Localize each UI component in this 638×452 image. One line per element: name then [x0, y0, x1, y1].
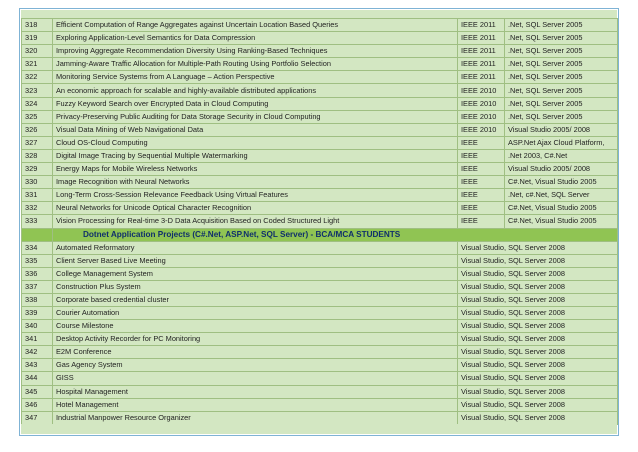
project-number: 336 — [22, 267, 53, 280]
project-technology: .Net, SQL Server 2005 — [505, 58, 618, 71]
project-technology: Visual Studio, SQL Server 2008 — [458, 385, 618, 398]
project-number: 340 — [22, 320, 53, 333]
table-top-strip — [21, 10, 617, 18]
table-row — [22, 215, 618, 228]
table-row — [22, 45, 618, 58]
project-technology: C#.Net, Visual Studio 2005 — [505, 202, 618, 215]
project-source: IEEE — [458, 215, 505, 228]
project-title: Course Milestone — [53, 320, 458, 333]
table-row — [22, 372, 618, 385]
project-source: IEEE — [458, 189, 505, 202]
project-number: 344 — [22, 372, 53, 385]
table-row — [22, 385, 618, 398]
project-title: Visual Data Mining of Web Navigational Data — [53, 123, 458, 136]
project-title: Corporate based credential cluster — [53, 293, 458, 306]
table-row — [22, 71, 618, 84]
project-title: Hospital Management — [53, 385, 458, 398]
project-number: 323 — [22, 84, 53, 97]
table-row — [22, 320, 618, 333]
project-number: 318 — [22, 19, 53, 32]
project-technology: C#.Net, Visual Studio 2005 — [505, 215, 618, 228]
project-number: 325 — [22, 110, 53, 123]
project-title: Improving Aggregate Recommendation Diversity Using Ranking-Based Techniques — [53, 45, 458, 58]
project-title: GISS — [53, 372, 458, 385]
table-row — [22, 241, 618, 254]
table-row — [22, 163, 618, 176]
project-title: An economic approach for scalable and highly-available distributed applications — [53, 84, 458, 97]
table-row — [22, 359, 618, 372]
project-number: 328 — [22, 149, 53, 162]
project-number: 339 — [22, 306, 53, 319]
project-technology: .Net, SQL Server 2005 — [505, 97, 618, 110]
project-technology: .Net, SQL Server 2005 — [505, 19, 618, 32]
project-number: 320 — [22, 45, 53, 58]
project-number: 327 — [22, 136, 53, 149]
project-number: 337 — [22, 280, 53, 293]
project-technology: .Net, SQL Server 2005 — [505, 84, 618, 97]
project-technology: Visual Studio, SQL Server 2008 — [458, 280, 618, 293]
project-number: 338 — [22, 293, 53, 306]
project-technology: ASP.Net Ajax Cloud Platform, — [505, 136, 618, 149]
project-number: 330 — [22, 176, 53, 189]
project-title: Energy Maps for Mobile Wireless Networks — [53, 163, 458, 176]
table-row — [22, 267, 618, 280]
project-title: Desktop Activity Recorder for PC Monitoring — [53, 333, 458, 346]
project-title: College Management System — [53, 267, 458, 280]
project-technology: Visual Studio, SQL Server 2008 — [458, 267, 618, 280]
project-technology: Visual Studio, SQL Server 2008 — [458, 346, 618, 359]
project-technology: Visual Studio, SQL Server 2008 — [458, 411, 618, 424]
section-heading: Dotnet Application Projects (C#.Net, ASP.Net, SQL Server) - BCA/MCA STUDENTS — [53, 228, 618, 241]
project-technology: Visual Studio, SQL Server 2008 — [458, 320, 618, 333]
project-title: Monitoring Service Systems from A Language – Action Perspective — [53, 71, 458, 84]
project-number: 332 — [22, 202, 53, 215]
project-technology: Visual Studio, SQL Server 2008 — [458, 254, 618, 267]
project-technology: C#.Net, Visual Studio 2005 — [505, 176, 618, 189]
project-number: 333 — [22, 215, 53, 228]
project-technology: Visual Studio 2005/ 2008 — [505, 163, 618, 176]
project-number: 322 — [22, 71, 53, 84]
table-row — [22, 202, 618, 215]
project-title: Client Server Based Live Meeting — [53, 254, 458, 267]
project-source: IEEE 2010 — [458, 110, 505, 123]
project-source: IEEE 2010 — [458, 84, 505, 97]
project-number: 341 — [22, 333, 53, 346]
project-title: E2M Conference — [53, 346, 458, 359]
project-number: 319 — [22, 32, 53, 45]
table-bottom-strip — [21, 424, 617, 434]
project-number: 331 — [22, 189, 53, 202]
project-title: Automated Reformatory — [53, 241, 458, 254]
project-source: IEEE 2011 — [458, 71, 505, 84]
project-number: 326 — [22, 123, 53, 136]
project-source: IEEE 2010 — [458, 97, 505, 110]
project-title: Efficient Computation of Range Aggregates against Uncertain Location Based Queries — [53, 19, 458, 32]
project-number: 342 — [22, 346, 53, 359]
project-source: IEEE — [458, 202, 505, 215]
project-technology: .Net, SQL Server 2005 — [505, 71, 618, 84]
table-row — [22, 176, 618, 189]
project-technology: Visual Studio, SQL Server 2008 — [458, 306, 618, 319]
project-title: Fuzzy Keyword Search over Encrypted Data in Cloud Computing — [53, 97, 458, 110]
project-source: IEEE 2010 — [458, 123, 505, 136]
project-number: 345 — [22, 385, 53, 398]
project-source: IEEE 2011 — [458, 32, 505, 45]
project-source: IEEE — [458, 176, 505, 189]
table-row — [22, 84, 618, 97]
project-technology: .Net, c#.Net, SQL Server — [505, 189, 618, 202]
table-row — [22, 254, 618, 267]
project-title: Image Recognition with Neural Networks — [53, 176, 458, 189]
project-title: Cloud OS-Cloud Computing — [53, 136, 458, 149]
project-source: IEEE — [458, 149, 505, 162]
application-projects-section — [22, 241, 618, 424]
project-technology: .Net 2003, C#.Net — [505, 149, 618, 162]
project-title: Gas Agency System — [53, 359, 458, 372]
project-technology: Visual Studio, SQL Server 2008 — [458, 333, 618, 346]
banner-blank-cell — [22, 228, 53, 241]
table-row — [22, 306, 618, 319]
table-row — [22, 110, 618, 123]
project-technology: Visual Studio 2005/ 2008 — [505, 123, 618, 136]
project-source: IEEE — [458, 163, 505, 176]
table-row — [22, 280, 618, 293]
project-technology: Visual Studio, SQL Server 2008 — [458, 398, 618, 411]
project-source: IEEE 2011 — [458, 45, 505, 58]
project-title: Privacy-Preserving Public Auditing for Data Storage Security in Cloud Computing — [53, 110, 458, 123]
project-title: Long-Term Cross-Session Relevance Feedback Using Virtual Features — [53, 189, 458, 202]
project-number: 335 — [22, 254, 53, 267]
ieee-projects-section — [22, 19, 618, 229]
table-row — [22, 136, 618, 149]
table-row — [22, 123, 618, 136]
projects-table — [21, 18, 618, 425]
project-source: IEEE — [458, 136, 505, 149]
table-row — [22, 19, 618, 32]
project-title: Industrial Manpower Resource Organizer — [53, 411, 458, 424]
project-number: 347 — [22, 411, 53, 424]
project-title: Vision Processing for Real-time 3-D Data Acquisition Based on Coded Structured Light — [53, 215, 458, 228]
project-number: 324 — [22, 97, 53, 110]
project-technology: .Net, SQL Server 2005 — [505, 110, 618, 123]
project-title: Jamming-Aware Traffic Allocation for Multiple-Path Routing Using Portfolio Selection — [53, 58, 458, 71]
project-number: 343 — [22, 359, 53, 372]
project-technology: Visual Studio, SQL Server 2008 — [458, 372, 618, 385]
project-technology: .Net, SQL Server 2005 — [505, 45, 618, 58]
project-title: Construction Plus System — [53, 280, 458, 293]
project-source: IEEE 2011 — [458, 19, 505, 32]
project-title: Hotel Management — [53, 398, 458, 411]
table-row — [22, 149, 618, 162]
project-title: Exploring Application-Level Semantics for Data Compression — [53, 32, 458, 45]
project-title: Neural Networks for Unicode Optical Character Recognition — [53, 202, 458, 215]
project-technology: .Net, SQL Server 2005 — [505, 32, 618, 45]
table-row — [22, 333, 618, 346]
project-title: Courier Automation — [53, 306, 458, 319]
table-row — [22, 346, 618, 359]
project-number: 334 — [22, 241, 53, 254]
table-row — [22, 293, 618, 306]
project-source: IEEE 2011 — [458, 58, 505, 71]
table-row — [22, 58, 618, 71]
table-row — [22, 97, 618, 110]
project-technology: Visual Studio, SQL Server 2008 — [458, 293, 618, 306]
project-title: Digital Image Tracing by Sequential Multiple Watermarking — [53, 149, 458, 162]
table-row — [22, 398, 618, 411]
project-technology: Visual Studio, SQL Server 2008 — [458, 359, 618, 372]
project-number: 329 — [22, 163, 53, 176]
project-number: 346 — [22, 398, 53, 411]
table-row — [22, 411, 618, 424]
table-row — [22, 189, 618, 202]
table-row — [22, 32, 618, 45]
project-technology: Visual Studio, SQL Server 2008 — [458, 241, 618, 254]
project-number: 321 — [22, 58, 53, 71]
section-heading-row — [22, 228, 618, 241]
